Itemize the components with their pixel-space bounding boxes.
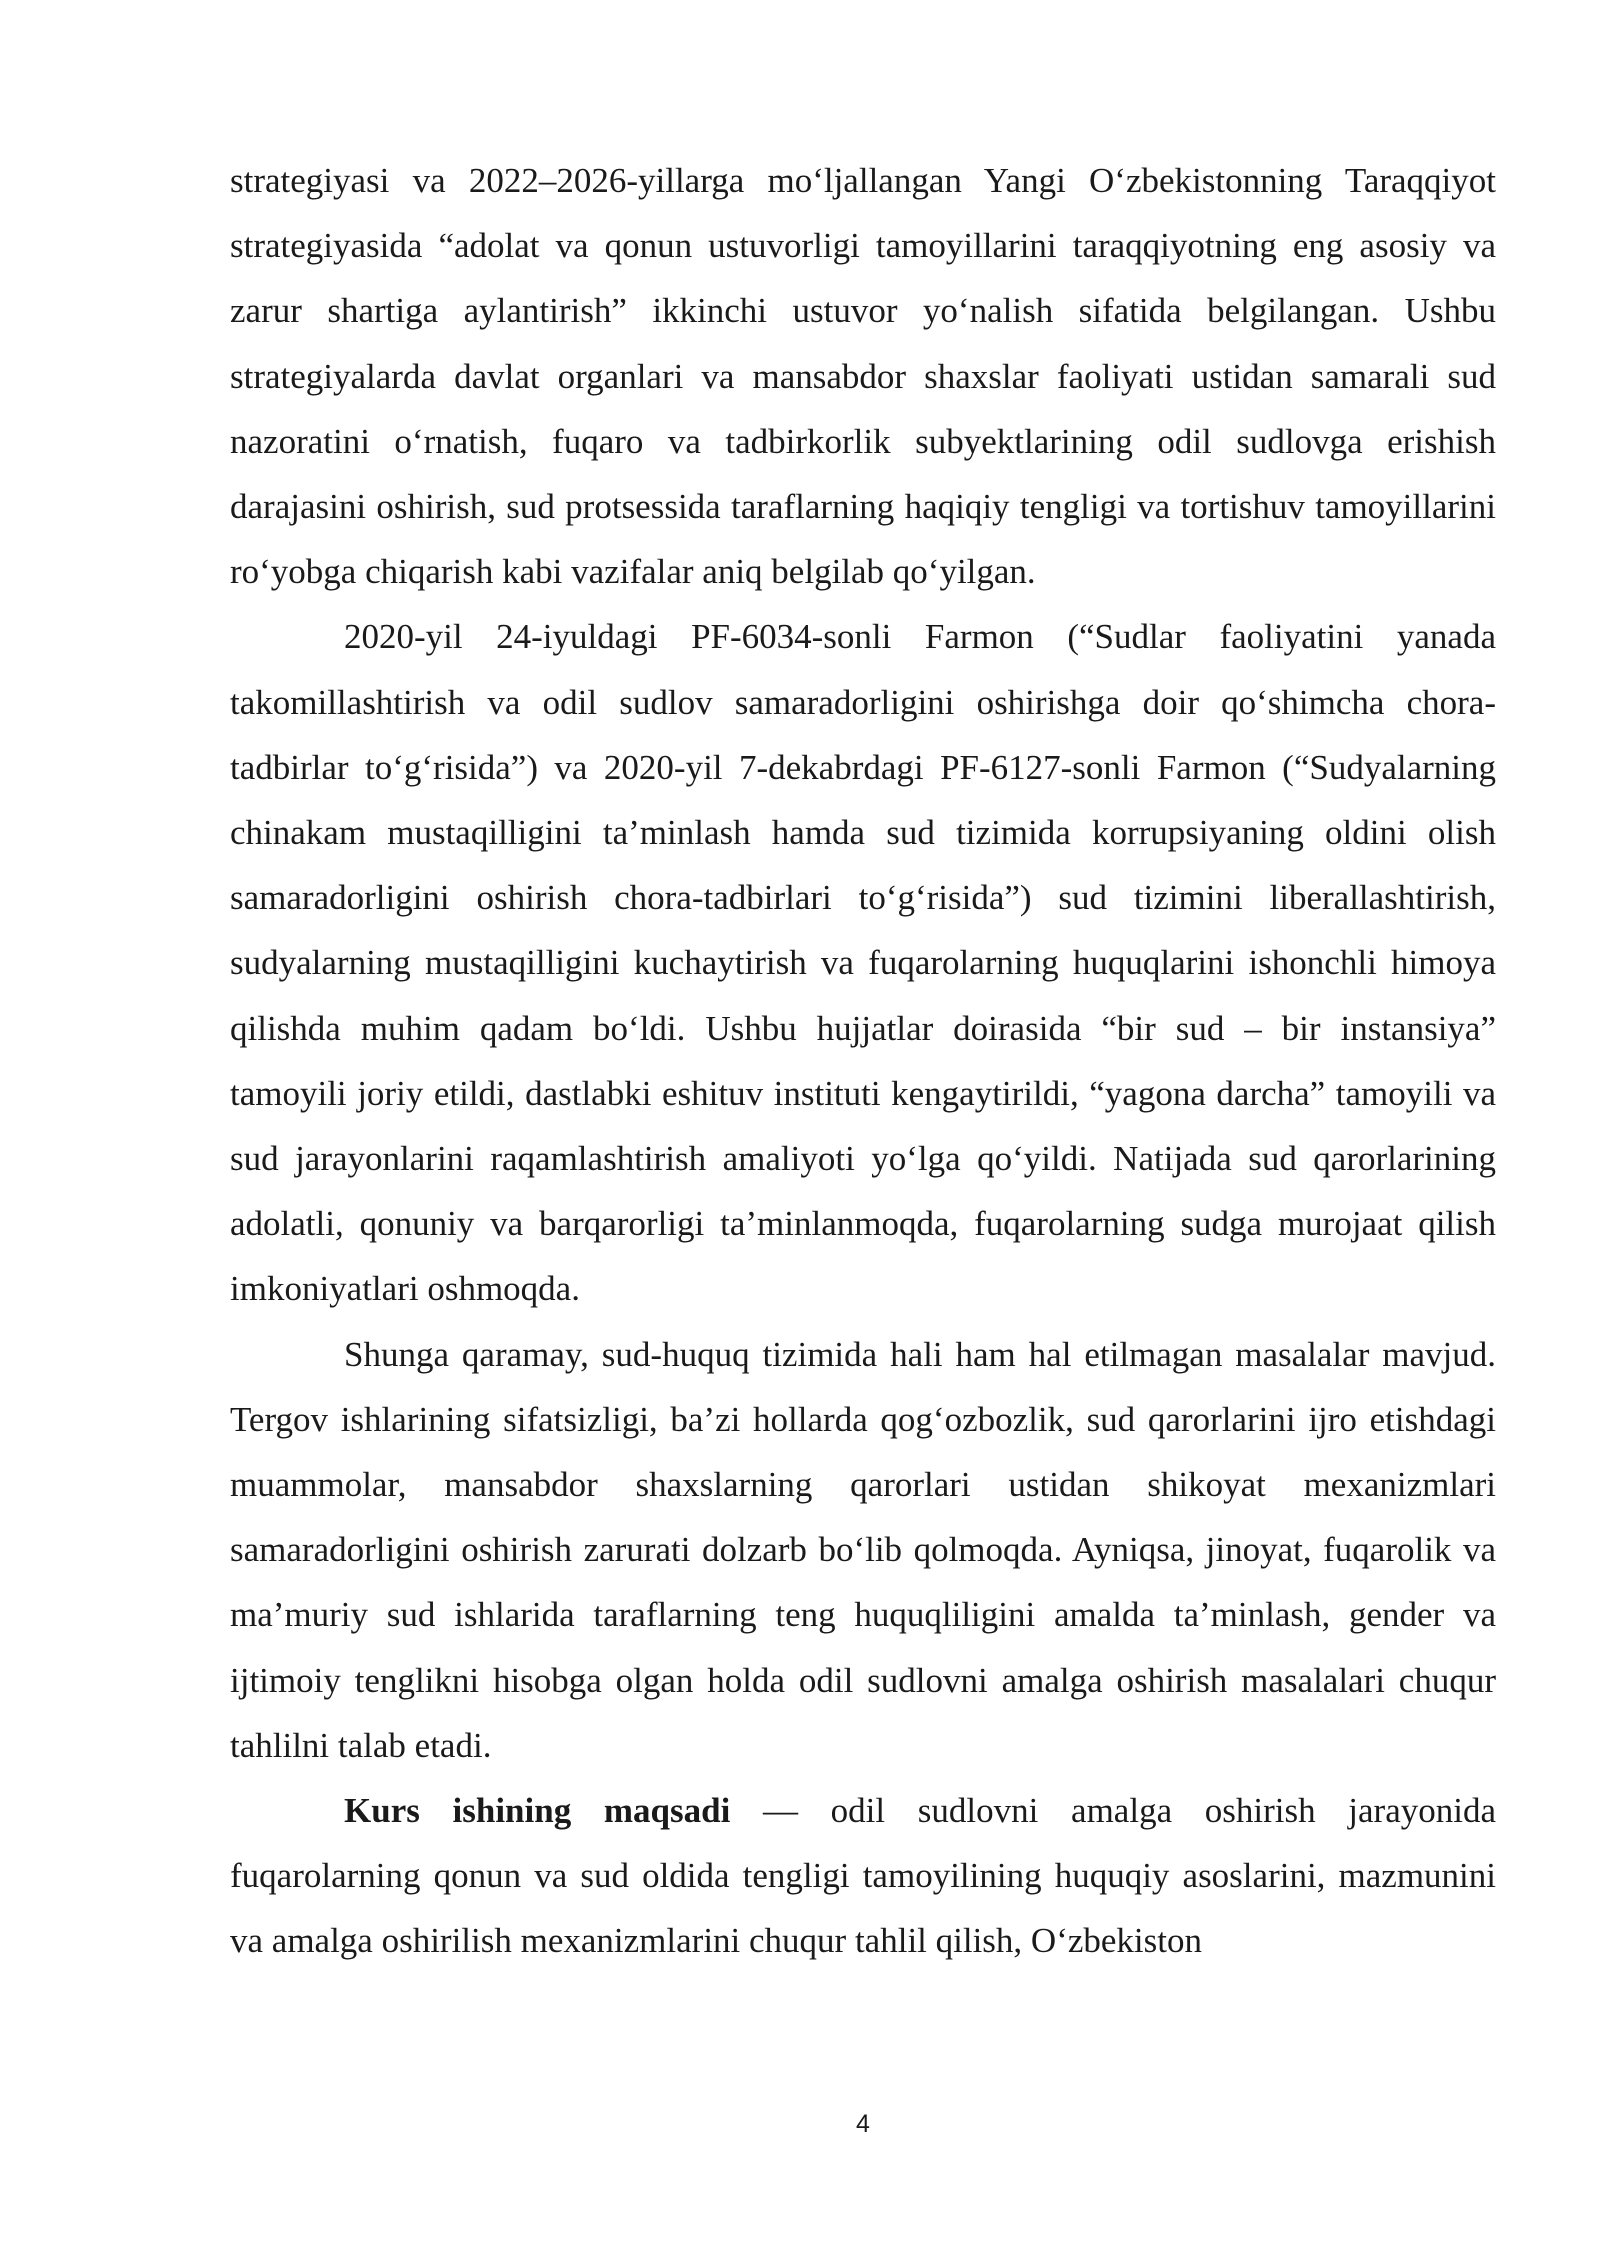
paragraph-4 <box>230 1778 1496 1974</box>
paragraph-1: strategiyasi va 2022–2026-yillarga mo‘ljallangan Yangi O‘zbekistonning Taraqqiyot strategiyasida “adolat va qonun ustuvorligi tamoyillarini taraqqiyotning eng asosiy va zarur shartiga aylantirish” ikkinchi ustuvor yo‘nalish sifatida belgilangan. Ushbu strategiyalarda davlat organlari va mansabdor shaxslar faoliyati ustidan samarali sud nazoratini o‘rnatish, fuqaro va tadbirkorlik subyektlarining odil sudlovga erishish darajasini oshirish, sud protsessida taraflarning haqiqiy tengligi va tortishuv tamoyillarini ro‘yobga chiqarish kabi vazifalar aniq belgilab qo‘yilgan. <box>230 161 1496 592</box>
paragraph-2: 2020-yil 24-iyuldagi PF-6034-sonli Farmon (“Sudlar faoliyatini yanada takomillashtirish va odil sudlov samaradorligini oshirishga doir qo‘shimcha chora-tadbirlar to‘g‘risida”) va 2020-yil 7-dekabrdagi PF-6127-sonli Farmon (“Sudyalarning chinakam mustaqilligini ta’minlash hamda sud tizimida korrupsiyaning oldini olish samaradorligini oshirish chora-tadbirlari to‘g‘risida”) sud tizimini liberallashtirish, sudyalarning mustaqilligini kuchaytirish va fuqarolarning huquqlarini ishonchli himoya qilishda muhim qadam bo‘ldi. Ushbu hujjatlar doirasida “bir sud – bir instansiya” tamoyili joriy etildi, dastlabki eshituv instituti kengaytirildi, “yagona darcha” tamoyili va sud jarayonlarini raqamlashtirish amaliyoti yo‘lga qo‘yildi. Natijada sud qarorlarining adolatli, qonuniy va barqarorligi ta’minlanmoqda, fuqarolarning sudga murojaat qilish imkoniyatlari oshmoqda. <box>230 617 1496 1309</box>
paragraph-4-bold-lead: Kurs ishining maqsadi <box>344 1791 731 1831</box>
paragraph-4-text: — odil sudlovni amalga oshirish jarayonida fuqarolarning qonun va sud oldida tengligi tamoyilining huquqiy asoslarini, mazmunini va amalga oshirilish mexanizmlarini chuqur tahlil qilish, O‘zbekiston <box>230 1791 1497 1961</box>
document-body <box>230 148 1496 1974</box>
page-number: 4 <box>856 2110 870 2138</box>
paragraph-3: Shunga qaramay, sud-huquq tizimida hali ham hal etilmagan masalalar mavjud. Tergov ishlarining sifatsizligi, ba’zi hollarda qog‘ozbozlik, sud qarorlarini ijro etishdagi muammolar, mansabdor shaxslarning qarorlari ustidan shikoyat mexanizmlari samaradorligini oshirish zarurati dolzarb bo‘lib qolmoqda. Ayniqsa, jinoyat, fuqarolik va ma’muriy sud ishlarida taraflarning teng huquqliligini amalda ta’minlash, gender va ijtimoiy tenglikni hisobga olgan holda odil sudlovni amalga oshirish masalalari chuqur tahlilni talab etadi. <box>230 1334 1496 1765</box>
